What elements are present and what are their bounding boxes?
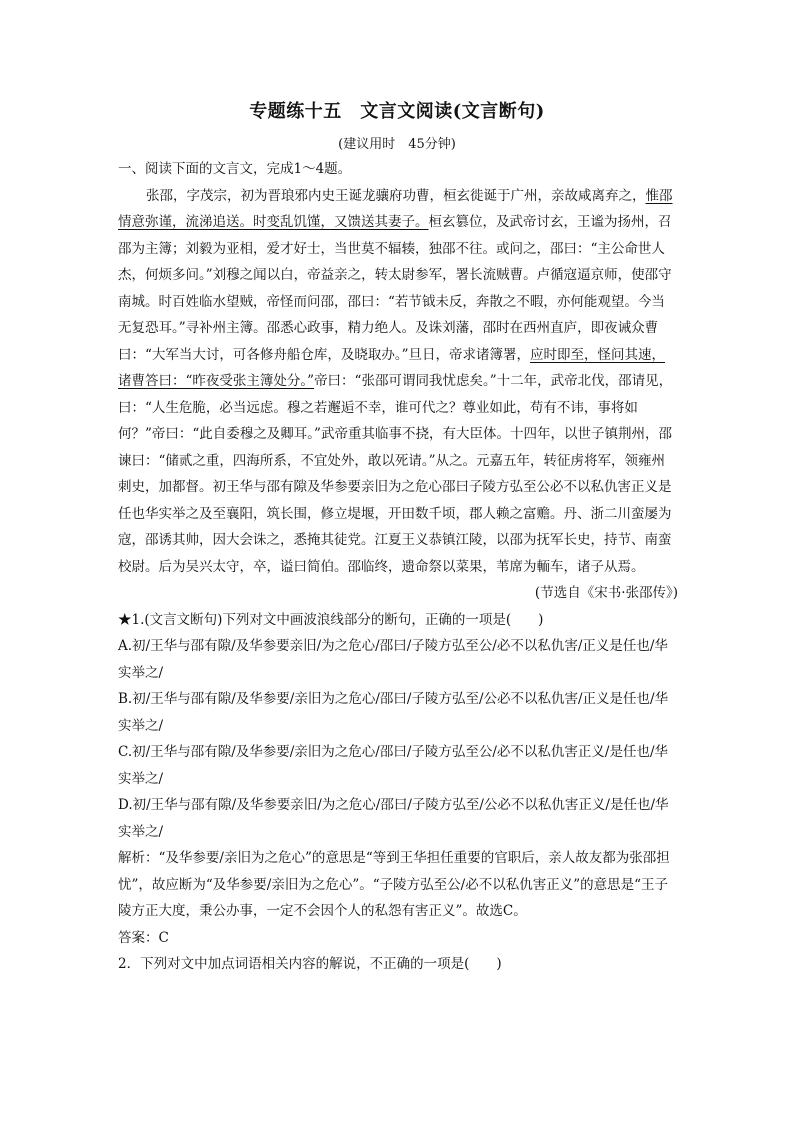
- passage-segment: 帝曰：“张邵可谓同我忧虑矣。”十二年，武帝北伐，邵请见，曰：“人生危脆，必当远虑。穆之若邂逅不幸，谁可代之？尊业如此，苟有不讳，事将如何？”帝曰：“此自委穆之及卿耳。”武帝重其临事不挠，有大臣体。十四年，以世子镇荆州，邵谏曰：“储贰之重，四海所系，不宜处外，敢以死请。”从之。元嘉五年，转征虏将军，领雍州刺史，加都督。初王华与邵有隙及华参要亲旧为之危心邵曰子陵方弘至公必不以私仇害正义是任也华实举之及至襄阳，筑长围，修立堤堰，开田数千顷，郡人赖之富赡。丹、浙二川蛮屡为寇，邵诱其帅，因大会诛之，悉掩其徒党。江夏王义恭镇江陵，以邵为抚军长史，持节、南蛮校尉。后为吴兴太守，卒，谥曰简伯。邵临终，遗命祭以菜果，苇席为輀车，诸子从焉。: [118, 373, 673, 575]
- question-1-stem: ★1.(文言文断句)下列对文中画波浪线部分的断句，正确的一项是( ): [118, 611, 544, 628]
- passage-segment: 桓玄篡位，及武帝讨玄，王谧为扬州，召邵为主簿；刘毅为亚相，爱才好士，当世莫不辐辏，独邵不往。或问之，邵曰：“主公命世人杰，何烦多问。”刘穆之闻以白，帝益亲之，转太尉参军，署长流贼曹。卢循寇逼京师，使邵守南城。时百姓临水望贼，帝怪而问邵，邵曰：“若节钺未反，奔散之不暇，亦何能观望。今当无复恐耳。”寻补州主簿。邵悉心政事，精力绝人。及诛刘藩，邵时在西州直庐，即夜诫众曹曰：“大军当大讨，可各修舟船仓库，及晓取办。”旦日，帝求诸簿署，: [118, 214, 672, 363]
- option-d: D.初/王华与邵有隙/及华参要亲旧/为之危心/邵曰/子陵方弘至/公必不以私仇害正义/是任也/华实举之/: [118, 797, 669, 840]
- option-c: C.初/王华与邵有隙/及华参要/亲旧为之危心/邵曰/子陵方弘至公/必不以私仇害正义/是任也/华实举之/: [118, 744, 669, 787]
- answer-text: 答案：C: [118, 929, 169, 946]
- passage-segment: 张邵，字茂宗，初为晋琅邪内史王诞龙骧府功曹，桓玄徙诞于广州，亲故咸离弃之，: [146, 187, 646, 204]
- option-b: B.初/王华与邵有隙/及华参要/亲旧为之危心/邵曰/子陵方弘至/公必不以私仇害/正义是任也/华实举之/: [118, 691, 669, 734]
- option-a: A.初/王华与邵有隙/及华参要亲旧/为之危心/邵曰/子陵方弘至公/必不以私仇害/正义是任也/华实举之/: [118, 638, 668, 681]
- passage-text: [118, 183, 678, 581]
- section-heading: 一、阅读下面的文言文，完成1～4题。: [118, 161, 352, 177]
- underlined-sentence-2: 应时即至，怪问其速，诸曹答曰：“昨夜受张主簿处分。”: [118, 346, 666, 389]
- question-2-stem: 2．下列对文中加点词语相关内容的解说，不正确的一项是( ): [118, 956, 502, 972]
- page-title: 专题练十五 文言文阅读(文言断句): [249, 101, 545, 122]
- document-body: [118, 156, 678, 978]
- analysis-text: 解析：“及华参要/亲旧为之危心”的意思是“等到王华担任重要的官职后，亲人故友都为张邵担忧”，故应断为“及华参要/亲旧为之危心”。“子陵方弘至公/必不以私仇害正义”的意思是“王子陵方正大度，秉公办事，一定不会因个人的私怨有害正义”。故选C。: [118, 850, 670, 919]
- underlined-sentence-1: 惟邵情意弥谨，流涕追送。时变乱饥馑，又馈送其妻子。: [118, 187, 673, 230]
- suggested-time: (建议用时 45分钟): [338, 137, 456, 152]
- passage-source: (节选自《宋书·张邵传》): [534, 585, 678, 601]
